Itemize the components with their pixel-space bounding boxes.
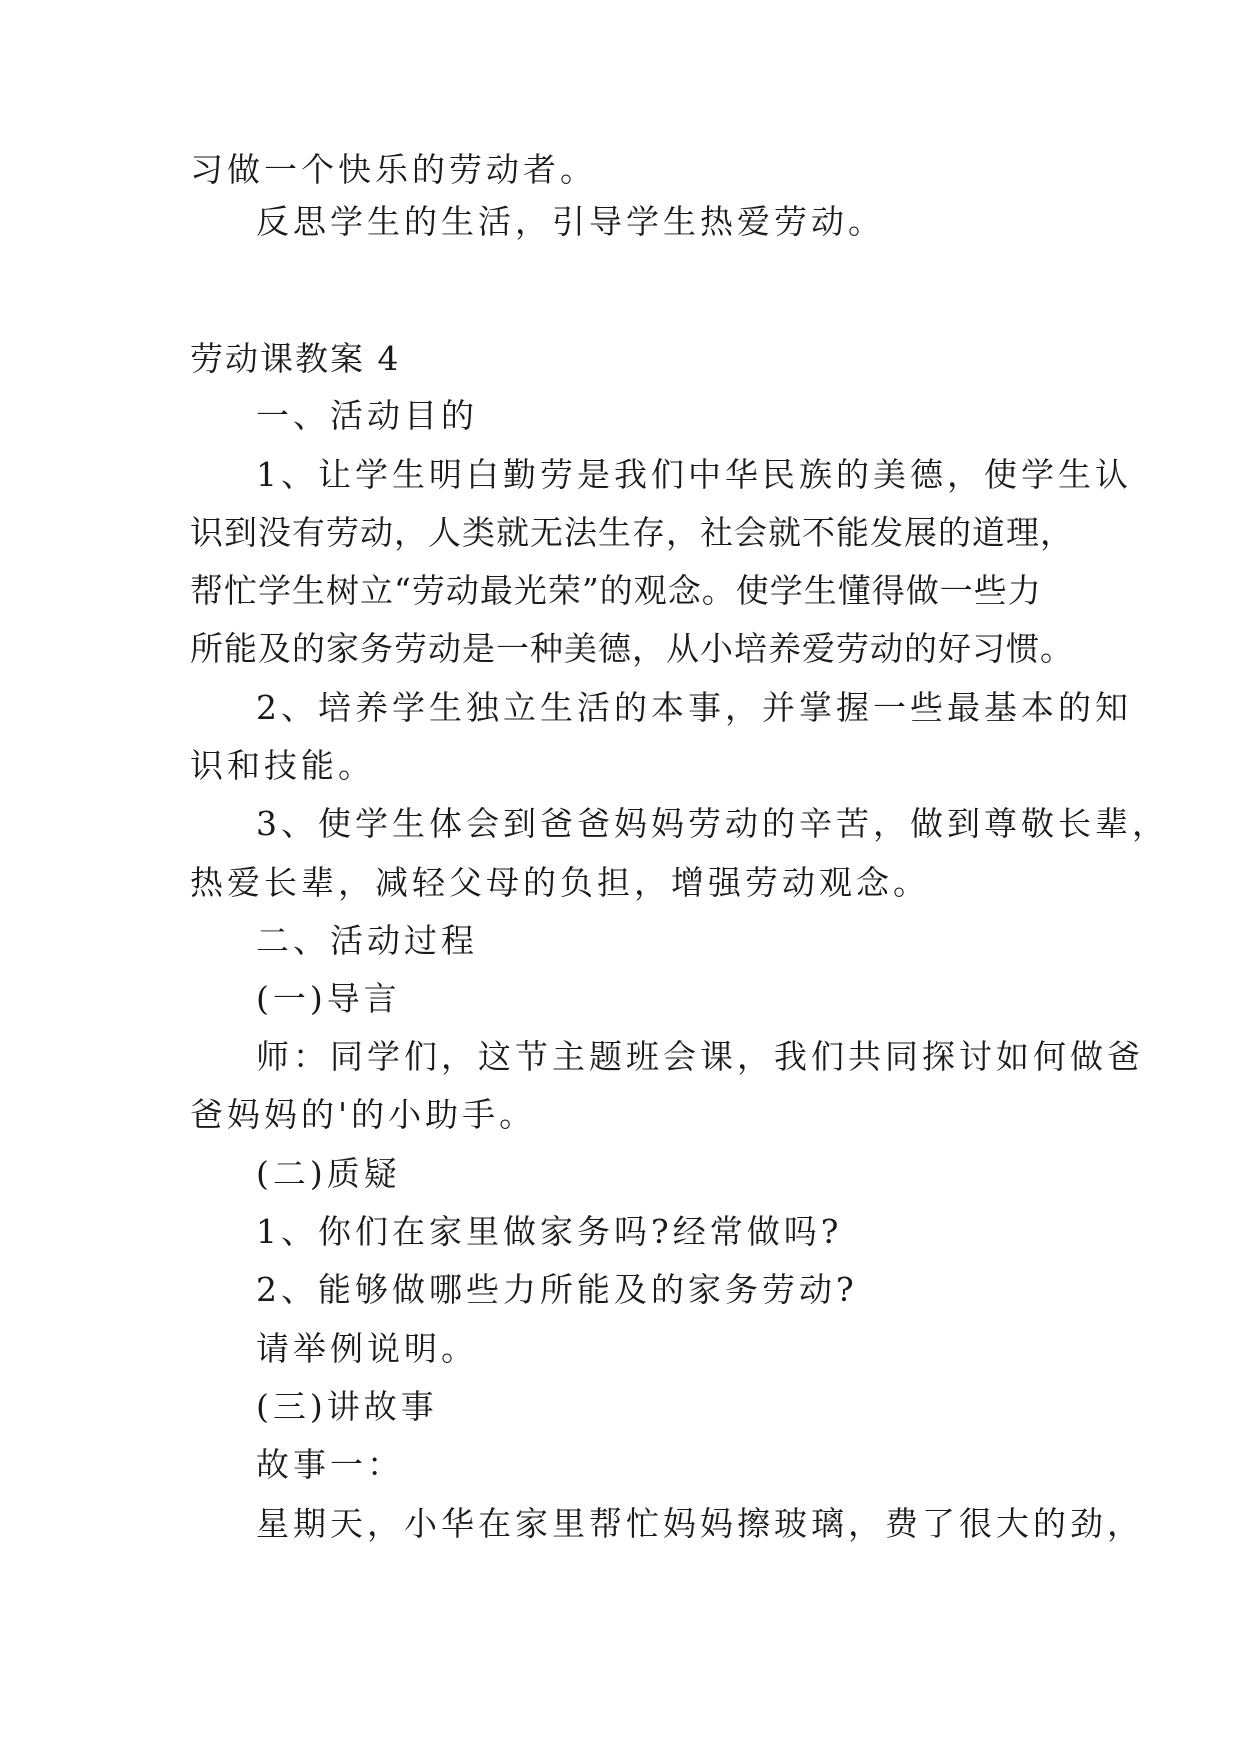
paragraph-line: 1、你们在家里做家务吗?经常做吗?: [256, 1212, 843, 1251]
subsection-heading: (二)质疑: [256, 1154, 401, 1193]
paragraph-line: 帮忙学生树立“劳动最光荣”的观念。使学生懂得做一些力: [190, 571, 1042, 610]
paragraph-line: 2、能够做哪些力所能及的家务劳动?: [256, 1270, 858, 1309]
paragraph-line: 习做一个快乐的劳动者。: [190, 150, 597, 189]
section-heading: 二、活动过程: [256, 921, 478, 960]
paragraph-line: 爸妈妈的'的小助手。: [190, 1095, 537, 1134]
paragraph-line: 识到没有劳动，人类就无法生存，社会就不能发展的道理，: [190, 513, 1074, 552]
paragraph-line: 请举例说明。: [256, 1329, 478, 1368]
subsection-heading: (一)导言: [256, 979, 401, 1018]
paragraph-line: 识和技能。: [190, 746, 375, 785]
paragraph-line: 师：同学们，这节主题班会课，我们共同探讨如何做爸: [256, 1037, 1144, 1076]
paragraph-line: 星期天，小华在家里帮忙妈妈擦玻璃，费了很大的劲，: [256, 1504, 1144, 1543]
paragraph-line: 反思学生的生活，引导学生热爱劳动。: [256, 202, 885, 241]
paragraph-line: 热爱长辈，减轻父母的负担，增强劳动观念。: [190, 863, 930, 902]
paragraph-line: 故事一：: [256, 1445, 404, 1484]
paragraph-line: 2、培养学生独立生活的本事，并掌握一些最基本的知: [256, 688, 1132, 727]
subsection-heading: (三)讲故事: [256, 1387, 438, 1426]
paragraph-line: 3、使学生体会到爸爸妈妈劳动的辛苦，做到尊敬长辈，: [256, 804, 1169, 843]
paragraph-line: 1、让学生明白勤劳是我们中华民族的美德，使学生认: [256, 455, 1132, 494]
section-heading: 一、活动目的: [256, 396, 478, 435]
paragraph-line: 所能及的家务劳动是一种美德，从小培养爱劳动的好习惯。: [190, 629, 1074, 668]
section-title: 劳动课教案 4: [190, 339, 401, 378]
